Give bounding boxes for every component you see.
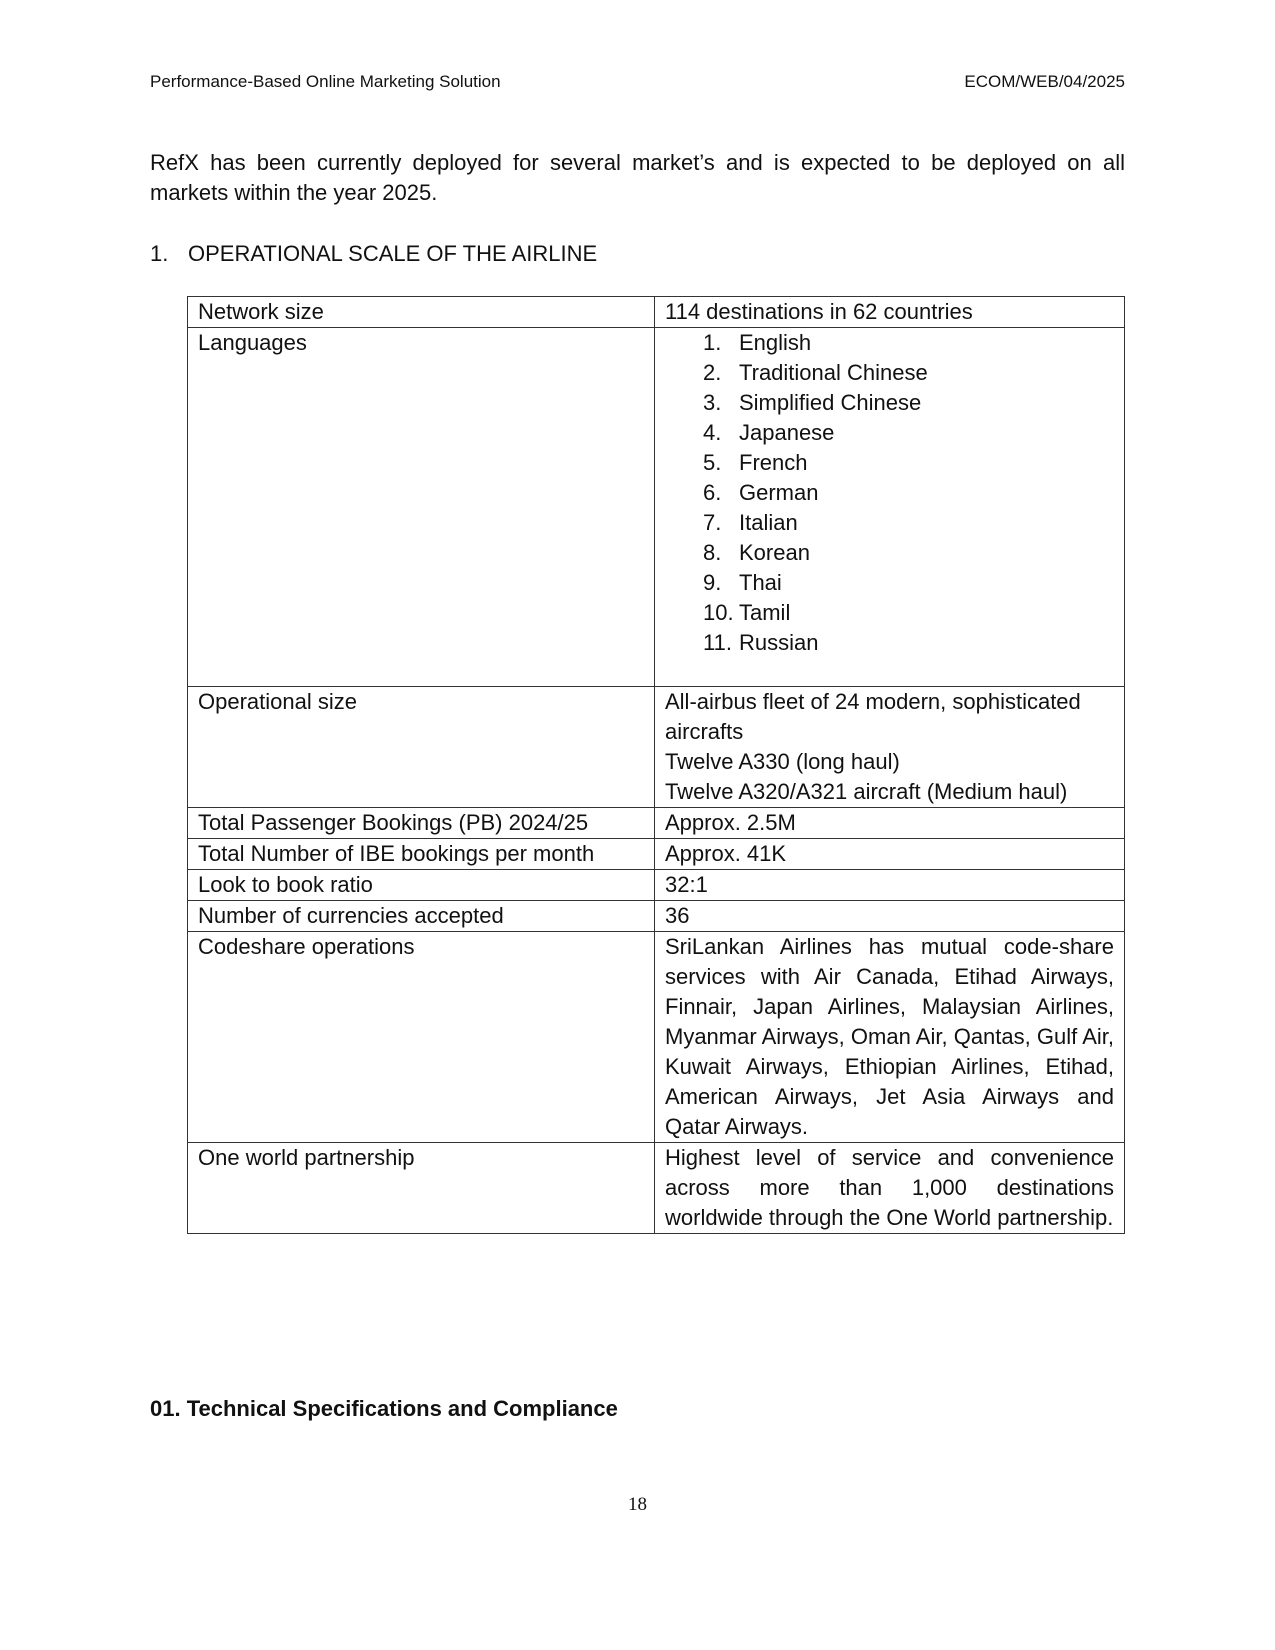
table-row-languages: [188, 328, 1125, 687]
look-to-book-value: 32:1: [655, 870, 1125, 901]
currencies-value: 36: [655, 901, 1125, 932]
table-row-look-to-book: [188, 870, 1125, 901]
passenger-bookings-value: Approx. 2.5M: [655, 808, 1125, 839]
table-row-network-size: [188, 297, 1125, 328]
language-item: 7. Italian: [703, 510, 798, 535]
codeshare-label: Codeshare operations: [188, 932, 655, 1143]
network-size-label: Network size: [188, 297, 655, 328]
page-header: [150, 72, 1125, 92]
languages-label: Languages: [188, 328, 655, 687]
languages-list: [665, 328, 1114, 686]
one-world-value: Highest level of service and convenience across more than 1,000 destinations worldwide through the One World partnership.: [655, 1143, 1125, 1234]
table-row-passenger-bookings: [188, 808, 1125, 839]
operational-size-value: [655, 687, 1125, 808]
section-number: 1.: [150, 241, 169, 266]
languages-value: [655, 328, 1125, 687]
table-row-one-world: [188, 1143, 1125, 1234]
currencies-label: Number of currencies accepted: [188, 901, 655, 932]
language-item: 2. Traditional Chinese: [703, 360, 928, 385]
codeshare-value: SriLankan Airlines has mutual code-share services with Air Canada, Etihad Airways, Finnair, Japan Airlines, Malaysian Airlines, Myanmar Airways, Oman Air, Qantas, Gulf Air, Kuwait Airways, Ethiopian Airlines, Etihad, American Airways, Jet Asia Airways and Qatar Airways.: [655, 932, 1125, 1143]
page-number: 18: [628, 1494, 647, 1515]
passenger-bookings-label: Total Passenger Bookings (PB) 2024/25: [188, 808, 655, 839]
intro-paragraph: RefX has been currently deployed for several market’s and is expected to be deployed on all markets within the year 2025.: [150, 150, 1125, 205]
network-size-value: 114 destinations in 62 countries: [655, 297, 1125, 328]
language-item: 3. Simplified Chinese: [703, 390, 922, 415]
table-row-codeshare: [188, 932, 1125, 1143]
table-row-operational-size: [188, 687, 1125, 808]
table-row-currencies: [188, 901, 1125, 932]
technical-specifications-heading: 01. Technical Specifications and Compliance: [150, 1396, 618, 1421]
operational-scale-table: [187, 296, 1125, 1234]
section-heading: [150, 240, 597, 268]
header-reference-code: ECOM/WEB/04/2025: [964, 72, 1125, 91]
ibe-bookings-label: Total Number of IBE bookings per month: [188, 839, 655, 870]
header-document-title: Performance-Based Online Marketing Solution: [150, 72, 501, 91]
section-title: OPERATIONAL SCALE OF THE AIRLINE: [188, 241, 598, 266]
language-item: 11. Russian: [703, 630, 819, 655]
table-row-ibe-bookings: [188, 839, 1125, 870]
look-to-book-label: Look to book ratio: [188, 870, 655, 901]
ibe-bookings-value: Approx. 41K: [655, 839, 1125, 870]
language-item: 4. Japanese: [703, 420, 835, 445]
language-item: 10. Tamil: [703, 600, 791, 625]
language-item: 9. Thai: [703, 570, 782, 595]
medium-haul-fleet: Twelve A320/A321 aircraft (Medium haul): [665, 779, 1068, 804]
operational-size-label: Operational size: [188, 687, 655, 808]
language-item: 6. German: [703, 480, 819, 505]
language-item: 8. Korean: [703, 540, 810, 565]
one-world-label: One world partnership: [188, 1143, 655, 1234]
language-item: 5. French: [703, 450, 808, 475]
fleet-description: All-airbus fleet of 24 modern, sophisticated aircrafts: [665, 689, 1081, 744]
long-haul-fleet: Twelve A330 (long haul): [665, 749, 900, 774]
language-item: 1. English: [703, 330, 812, 355]
